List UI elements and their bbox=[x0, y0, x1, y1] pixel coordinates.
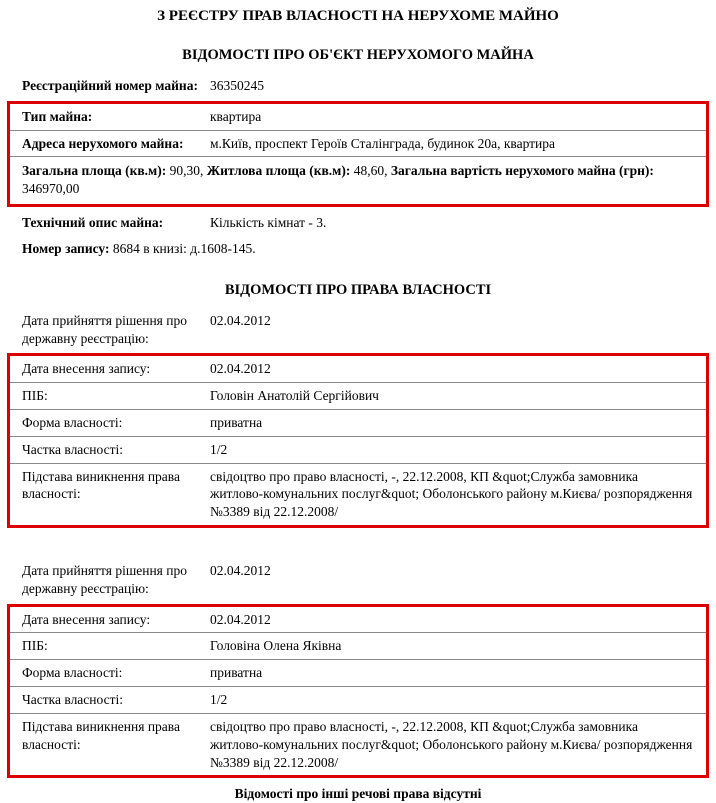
highlight-box-object bbox=[7, 101, 709, 207]
field-value: свідоцтво про право власності, -, 22.12.2008, КП &quot;Служба замовника житлово-комунальних послуг&quot; Оболонського району м.Києва/ розпорядження №3389 від 22.12.2008/ bbox=[210, 468, 693, 520]
field-value: приватна bbox=[210, 414, 263, 430]
field-value: 1/2 bbox=[210, 441, 228, 457]
field-row-ownership-form bbox=[10, 409, 706, 436]
field-value: 02.04.2012 bbox=[210, 563, 271, 579]
field-value: Головін Анатолій Сергійович bbox=[210, 388, 379, 404]
field-row-decision-date bbox=[0, 308, 716, 352]
field-label: Загальна площа (кв.м): bbox=[22, 163, 167, 179]
field-label: Тип майна: bbox=[22, 108, 93, 124]
field-value: 36350245 bbox=[210, 77, 264, 93]
field-label: Житлова площа (кв.м): bbox=[206, 163, 351, 179]
field-value: 1/2 bbox=[210, 692, 228, 708]
field-label: Форма власності: bbox=[22, 665, 123, 681]
field-row-ownership-share bbox=[10, 436, 706, 463]
field-row-ownership-share bbox=[10, 686, 706, 713]
field-value: 02.04.2012 bbox=[210, 312, 271, 328]
field-label: Форма власності: bbox=[22, 414, 123, 430]
field-value: 8684 в книзі: д.1608-145. bbox=[112, 240, 256, 256]
field-row-owner-name bbox=[10, 382, 706, 409]
field-row-entry-date bbox=[10, 607, 706, 633]
field-value: свідоцтво про право власності, -, 22.12.2008, КП &quot;Служба замовника житлово-комунальних послуг&quot; Оболонського району м.Києва/ розпорядження №3389 від 22.12.2008/ bbox=[210, 718, 693, 770]
field-label: Номер запису: bbox=[22, 240, 110, 256]
field-value: 02.04.2012 bbox=[210, 361, 271, 377]
field-row-entry-date bbox=[10, 356, 706, 382]
field-row-property-type bbox=[10, 104, 706, 130]
section-heading-object: ВІДОМОСТІ ПРО ОБ'ЄКТ НЕРУХОМОГО МАЙНА bbox=[182, 46, 534, 63]
field-label: Технічний опис майна: bbox=[22, 214, 164, 230]
highlight-box-owner-1 bbox=[7, 353, 709, 528]
other-rights-note: Відомості про інші речові права відсутні bbox=[234, 786, 482, 802]
field-row-decision-date bbox=[0, 558, 716, 602]
field-value: 346970,00 bbox=[22, 181, 80, 197]
field-label: Частка власності: bbox=[22, 692, 123, 708]
field-value: квартира bbox=[210, 108, 262, 124]
field-row-areas bbox=[10, 156, 706, 204]
field-label: Дата внесення запису: bbox=[22, 611, 151, 627]
field-label: ПІБ: bbox=[22, 388, 48, 404]
ownership-entry bbox=[0, 308, 716, 528]
field-value: Головіна Олена Яківна bbox=[210, 638, 342, 654]
field-row-technical-description bbox=[0, 210, 716, 236]
section-heading-ownership: ВІДОМОСТІ ПРО ПРАВА ВЛАСНОСТІ bbox=[224, 281, 492, 298]
field-row-registration-number bbox=[0, 73, 716, 99]
field-row-address bbox=[10, 130, 706, 157]
field-label: Дата прийняття рішення про державну реєстрацію: bbox=[22, 312, 187, 346]
field-label: Підстава виникнення права власності: bbox=[22, 468, 180, 502]
field-label: Частка власності: bbox=[22, 441, 123, 457]
field-row-ownership-form bbox=[10, 659, 706, 686]
field-row-owner-name bbox=[10, 632, 706, 659]
field-label: Реєстраційний номер майна: bbox=[22, 77, 198, 93]
highlight-box-owner-2 bbox=[7, 604, 709, 779]
field-value: приватна bbox=[210, 665, 263, 681]
field-value: 90,30, bbox=[169, 163, 204, 179]
field-value: 48,60, bbox=[353, 163, 388, 179]
field-label: Дата внесення запису: bbox=[22, 361, 151, 377]
field-value: м.Київ, проспект Героїв Сталінграда, будинок 20а, квартира bbox=[210, 135, 556, 151]
field-row-ownership-basis bbox=[10, 463, 706, 525]
field-label: Загальна вартість нерухомого майна (грн): bbox=[390, 163, 654, 179]
field-row-record-number bbox=[0, 236, 716, 262]
field-label: Підстава виникнення права власності: bbox=[22, 718, 180, 752]
field-value: Кількість кімнат - 3. bbox=[210, 214, 327, 230]
field-label: Дата прийняття рішення про державну реєстрацію: bbox=[22, 563, 187, 596]
field-label: ПІБ: bbox=[22, 638, 48, 654]
field-label: Адреса нерухомого майна: bbox=[22, 135, 184, 151]
document-title: З РЕЄСТРУ ПРАВ ВЛАСНОСТІ НА НЕРУХОМЕ МАЙНО bbox=[157, 8, 559, 24]
field-value: 02.04.2012 bbox=[210, 611, 271, 627]
field-row-ownership-basis bbox=[10, 713, 706, 775]
ownership-entry bbox=[0, 558, 716, 778]
